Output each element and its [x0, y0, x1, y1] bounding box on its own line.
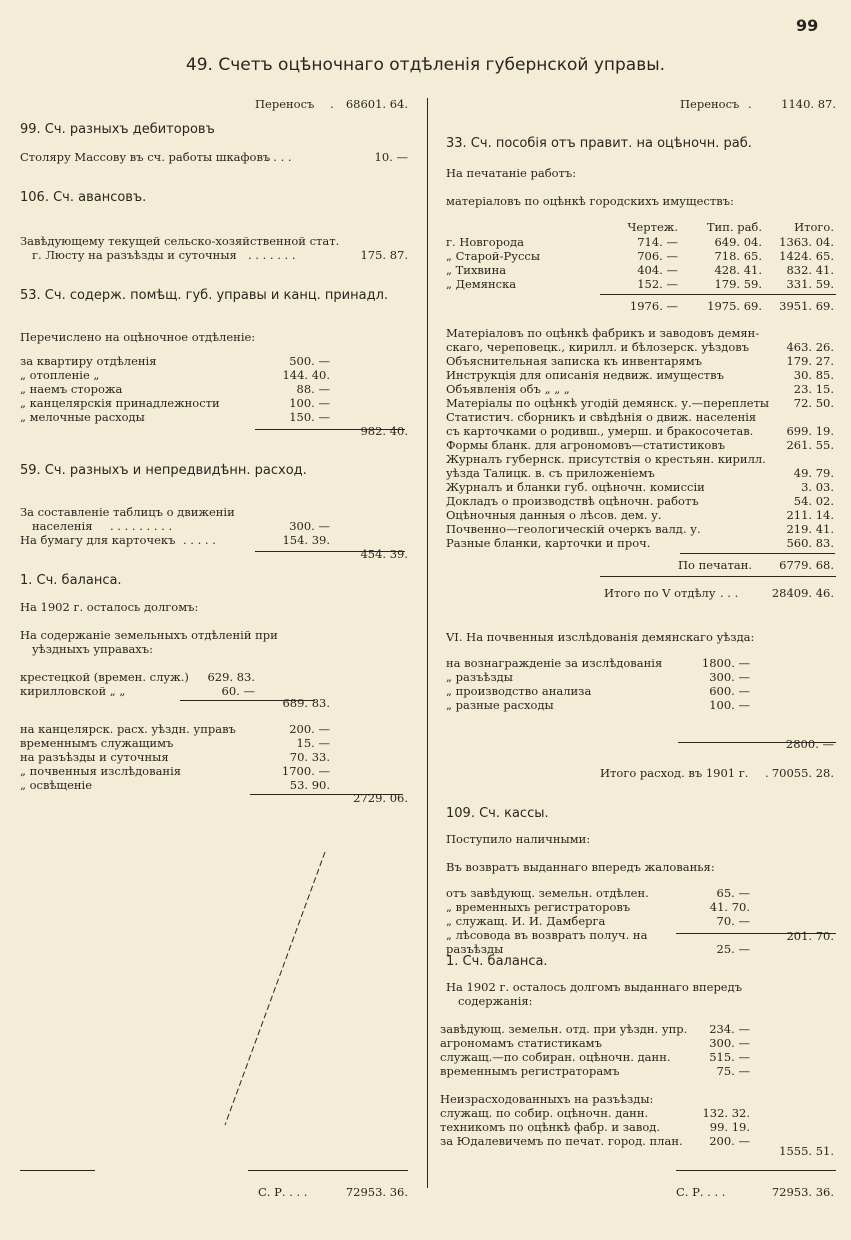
total: 2729. 06.: [353, 791, 408, 805]
table-row-label: г. Новгорода: [446, 235, 524, 249]
line-item-label: „ отопленіе „: [20, 368, 100, 382]
line-item-value: 100. —: [709, 698, 750, 712]
line-text: По печатан.: [678, 558, 753, 572]
line-item-value: 72. 50.: [793, 396, 834, 410]
carry-label: Переносъ: [680, 97, 740, 111]
total: 6779. 68.: [779, 558, 834, 572]
line-item-label: Оцѣночныя данныя о лѣсов. дем. у.: [446, 508, 662, 522]
line-item-value: 41. 70.: [709, 900, 750, 914]
amount: 10. —: [374, 150, 408, 164]
amount: 60. —: [221, 684, 255, 698]
line-item-label: „ временныхъ регистраторовъ: [446, 900, 631, 914]
line-text: Завѣдующему текущей сельско-хозяйственной стат.: [20, 234, 340, 248]
line-text: населенія: [32, 519, 93, 533]
line-item-value: 132. 32.: [702, 1106, 750, 1120]
line-item-value: 1800. —: [701, 656, 750, 670]
column-header: Тип. раб.: [706, 220, 762, 234]
line-item-label: служащ. по собир. оцѣночн. данн.: [440, 1106, 649, 1120]
line-item-value: 261. 55.: [786, 438, 834, 452]
total: 454. 39.: [360, 547, 408, 561]
footer-value: 72953. 36.: [771, 1185, 834, 1199]
table-cell: 1363. 04.: [779, 235, 834, 249]
line-item-label: „ освѣщеніе: [20, 778, 93, 792]
line-item-value: 100. —: [289, 396, 330, 410]
carry-value: 68601. 64.: [345, 97, 408, 111]
line-item-label: Докладъ о производствѣ оцѣночн. работъ: [446, 494, 699, 508]
line-item-value: 179. 27.: [786, 354, 834, 368]
rule: [600, 576, 836, 577]
total: 2800. —: [785, 737, 834, 751]
line-item-value: 15. —: [296, 736, 330, 750]
line-item-value: 70. —: [716, 914, 750, 928]
table-cell: 179. 59.: [714, 277, 762, 291]
section-heading: 99. Сч. разныхъ дебиторовъ: [20, 122, 215, 137]
line-item-label: завѣдующ. земельн. отд. при уѣздн. упр.: [440, 1022, 688, 1036]
line-item-value: 219. 41.: [786, 522, 834, 536]
line-text: матеріаловъ по оцѣнкѣ городскихъ имуществъ:: [446, 194, 734, 208]
line-text: На 1902 г. осталось долгомъ:: [20, 600, 199, 614]
table-total: 3951. 69.: [779, 299, 834, 313]
amount: 175. 87.: [360, 248, 408, 262]
line-item-value: 500. —: [289, 354, 330, 368]
section-heading: 109. Сч. кассы.: [446, 806, 549, 821]
line-item-label: „ лѣсовода въ возвратъ получ. на: [446, 928, 648, 942]
table-total: 1976. —: [629, 299, 678, 313]
table-row-label: „ Демянска: [446, 277, 517, 291]
table-cell: 718. 65.: [714, 249, 762, 263]
line-text: уѣздныхъ управахъ:: [32, 642, 153, 656]
rule: [680, 553, 835, 554]
line-item-value: 70. 33.: [289, 750, 330, 764]
section-heading: 33. Сч. пособія отъ правит. на оцѣночн. раб.: [446, 136, 752, 151]
carry-label: Переносъ: [255, 97, 315, 111]
table-cell: 428. 41.: [714, 263, 762, 277]
line-item-value: 515. —: [709, 1050, 750, 1064]
table-cell: 152. —: [637, 277, 678, 291]
line-text: Столяру Массову въ сч. работы шкафовъ: [20, 150, 271, 164]
line-text: Въ возвратъ выданнаго впередъ жалованья:: [446, 860, 715, 874]
line-item-label: уѣзда Талицк. в. съ приложеніемъ: [446, 466, 655, 480]
line-item-label: техникомъ по оцѣнкѣ фабр. и завод.: [440, 1120, 660, 1134]
line-item-label: Матеріалы по оцѣнкѣ угодій демянск. у.—переплеты: [446, 396, 770, 410]
table-cell: 331. 59.: [786, 277, 834, 291]
line-item-label: Формы бланк. для агрономовъ—статистиковъ: [446, 438, 726, 452]
rule: [248, 1170, 408, 1171]
line-item-label: Матеріаловъ по оцѣнкѣ фабрикъ и заводовъ демян-: [446, 326, 760, 340]
line-text: Неизрасходованныхъ на разъѣзды:: [440, 1092, 654, 1106]
page-title: 49. Счетъ оцѣночнаго отдѣленія губернской управы.: [185, 55, 666, 75]
section-heading: 1. Сч. баланса.: [446, 954, 548, 969]
total: 201. 70.: [786, 929, 834, 943]
table-row-label: „ Старой-Руссы: [446, 249, 541, 263]
total: 70055. 28.: [771, 766, 834, 780]
line-item-value: 463. 26.: [786, 340, 834, 354]
amount: 300. —: [289, 519, 330, 533]
line-item-value: 699. 19.: [786, 424, 834, 438]
table-cell: 649. 04.: [714, 235, 762, 249]
line-item-label: „ мелочные расходы: [20, 410, 145, 424]
line-item-value: 25. —: [716, 942, 750, 956]
line-item-label: на вознагражденіе за изслѣдованія: [446, 656, 663, 670]
line-text: кирилловской „ „: [20, 684, 126, 698]
amount: 629. 83.: [207, 670, 255, 684]
line-text: крестецкой (времен. служ.): [20, 670, 189, 684]
line-item-label: Объявленія объ „ „ „: [446, 382, 570, 396]
total: 982. 40.: [360, 424, 408, 438]
line-item-label: „ производство анализа: [446, 684, 592, 698]
line-text: Перечислено на оцѣночное отдѣленіе:: [20, 330, 256, 344]
table-cell: 714. —: [637, 235, 678, 249]
line-item-label: Статистич. сборникъ и свѣдѣнія о движ. населенія: [446, 410, 757, 424]
line-item-value: 49. 79.: [793, 466, 834, 480]
table-cell: 1424. 65.: [779, 249, 834, 263]
line-item-value: 75. —: [716, 1064, 750, 1078]
line-item-value: 560. 83.: [786, 536, 834, 550]
section-heading: 1. Сч. баланса.: [20, 573, 122, 588]
line-item-label: агрономамъ статистикамъ: [440, 1036, 602, 1050]
table-cell: 404. —: [637, 263, 678, 277]
line-item-label: „ разные расходы: [446, 698, 554, 712]
footer-label: С. Р. . . .: [676, 1185, 726, 1199]
line-item-value: 300. —: [709, 1036, 750, 1050]
line-item-label: „ почвенныя изслѣдованія: [20, 764, 182, 778]
section-heading: 106. Сч. авансовъ.: [20, 190, 147, 205]
line-item-label: скаго, череповецк., кирилл. и бѣлозерск. уѣздовъ: [446, 340, 750, 354]
line-item-value: 53. 90.: [289, 778, 330, 792]
line-text: г. Люсту на разъѣзды и суточныя: [32, 248, 237, 262]
table-total: 1975. 69.: [707, 299, 762, 313]
section-heading: 53. Сч. содерж. помѣщ. губ. управы и канц. принадл.: [20, 288, 389, 303]
line-item-label: „ канцелярскія принадлежности: [20, 396, 220, 410]
line-item-label: за Юдалевичемъ по печат. город. план.: [440, 1134, 683, 1148]
amount: 154. 39.: [282, 533, 330, 547]
rule: [600, 294, 836, 295]
line-item-value: 300. —: [709, 670, 750, 684]
line-item-value: 99. 19.: [709, 1120, 750, 1134]
section-heading: 59. Сч. разныхъ и непредвидѣнн. расход.: [20, 463, 307, 478]
line-item-label: съ карточками о родивш., умерш. и бракосочетав.: [446, 424, 754, 438]
line-item-label: „ наемъ сторожа: [20, 382, 123, 396]
line-item-value: 3. 03.: [801, 480, 834, 494]
carry-value: 1140. 87.: [781, 97, 836, 111]
footer-value: 72953. 36.: [345, 1185, 408, 1199]
page-number: 99: [796, 16, 819, 35]
line-item-label: на разъѣзды и суточныя: [20, 750, 169, 764]
line-item-value: 234. —: [709, 1022, 750, 1036]
table-row-label: „ Тихвина: [446, 263, 507, 277]
line-text: На бумагу для карточекъ: [20, 533, 176, 547]
line-item-label: отъ завѣдующ. земельн. отдѣлен.: [446, 886, 649, 900]
line-item-value: 88. —: [296, 382, 330, 396]
total: 28409. 46.: [771, 586, 834, 600]
rule: [20, 1170, 95, 1171]
line-item-label: на канцелярск. расх. уѣздн. управъ: [20, 722, 236, 736]
line-item-label: „ служащ. И. И. Дамберга: [446, 914, 606, 928]
line-item-label: „ разъѣзды: [446, 670, 513, 684]
line-text: За составленіе таблицъ о движеніи: [20, 505, 235, 519]
line-item-label: служащ.—по собиран. оцѣночн. данн.: [440, 1050, 671, 1064]
line-item-value: 54. 02.: [793, 494, 834, 508]
line-item-label: Разные бланки, карточки и проч.: [446, 536, 651, 550]
line-item-label: Журналъ губернск. присутствія о крестьян. кирилл.: [446, 452, 766, 466]
line-text: На печатаніе работъ:: [446, 166, 577, 180]
line-text: содержанія:: [458, 994, 533, 1008]
line-item-label: Объяснительная записка къ инвентарямъ: [446, 354, 702, 368]
line-item-value: 1700. —: [281, 764, 330, 778]
line-text: На содержаніе земельныхъ отдѣленій при: [20, 628, 278, 642]
footer-label: С. Р. . . .: [258, 1185, 308, 1199]
line-item-value: 200. —: [709, 1134, 750, 1148]
line-item-label: разъѣзды: [446, 942, 504, 956]
line-item-label: Почвенно—геологическій очеркъ валд. у.: [446, 522, 701, 536]
rule: [676, 1170, 836, 1171]
line-item-label: Инструкція для описанія недвиж. имуществъ: [446, 368, 724, 382]
line-text: Поступило наличными:: [446, 832, 591, 846]
line-text: Итого по V отдѣлу: [604, 586, 716, 600]
table-cell: 706. —: [637, 249, 678, 263]
line-item-label: временнымъ служащимъ: [20, 736, 174, 750]
total: 1555. 51.: [779, 1144, 834, 1158]
line-item-value: 23. 15.: [793, 382, 834, 396]
line-item-value: 144. 40.: [282, 368, 330, 382]
line-item-value: 150. —: [289, 410, 330, 424]
subtotal: 689. 83.: [282, 696, 330, 710]
line-item-value: 600. —: [709, 684, 750, 698]
table-cell: 832. 41.: [786, 263, 834, 277]
line-item-value: 211. 14.: [786, 508, 834, 522]
line-item-value: 65. —: [716, 886, 750, 900]
line-item-label: за квартиру отдѣленія: [20, 354, 157, 368]
column-header: Чертеж.: [627, 220, 678, 234]
line-item-value: 200. —: [289, 722, 330, 736]
line-item-label: временнымъ регистраторамъ: [440, 1064, 620, 1078]
section-heading: VI. На почвенныя изслѣдованія демянскаго уѣзда:: [446, 630, 755, 644]
line-item-label: Журналъ и бланки губ. оцѣночн. комиссіи: [446, 480, 705, 494]
line-text: На 1902 г. осталось долгомъ выданнаго впередъ: [446, 980, 743, 994]
line-text: Итого расход. въ 1901 г.: [600, 766, 749, 780]
column-header: Итого.: [794, 220, 834, 234]
line-item-value: 30. 85.: [793, 368, 834, 382]
